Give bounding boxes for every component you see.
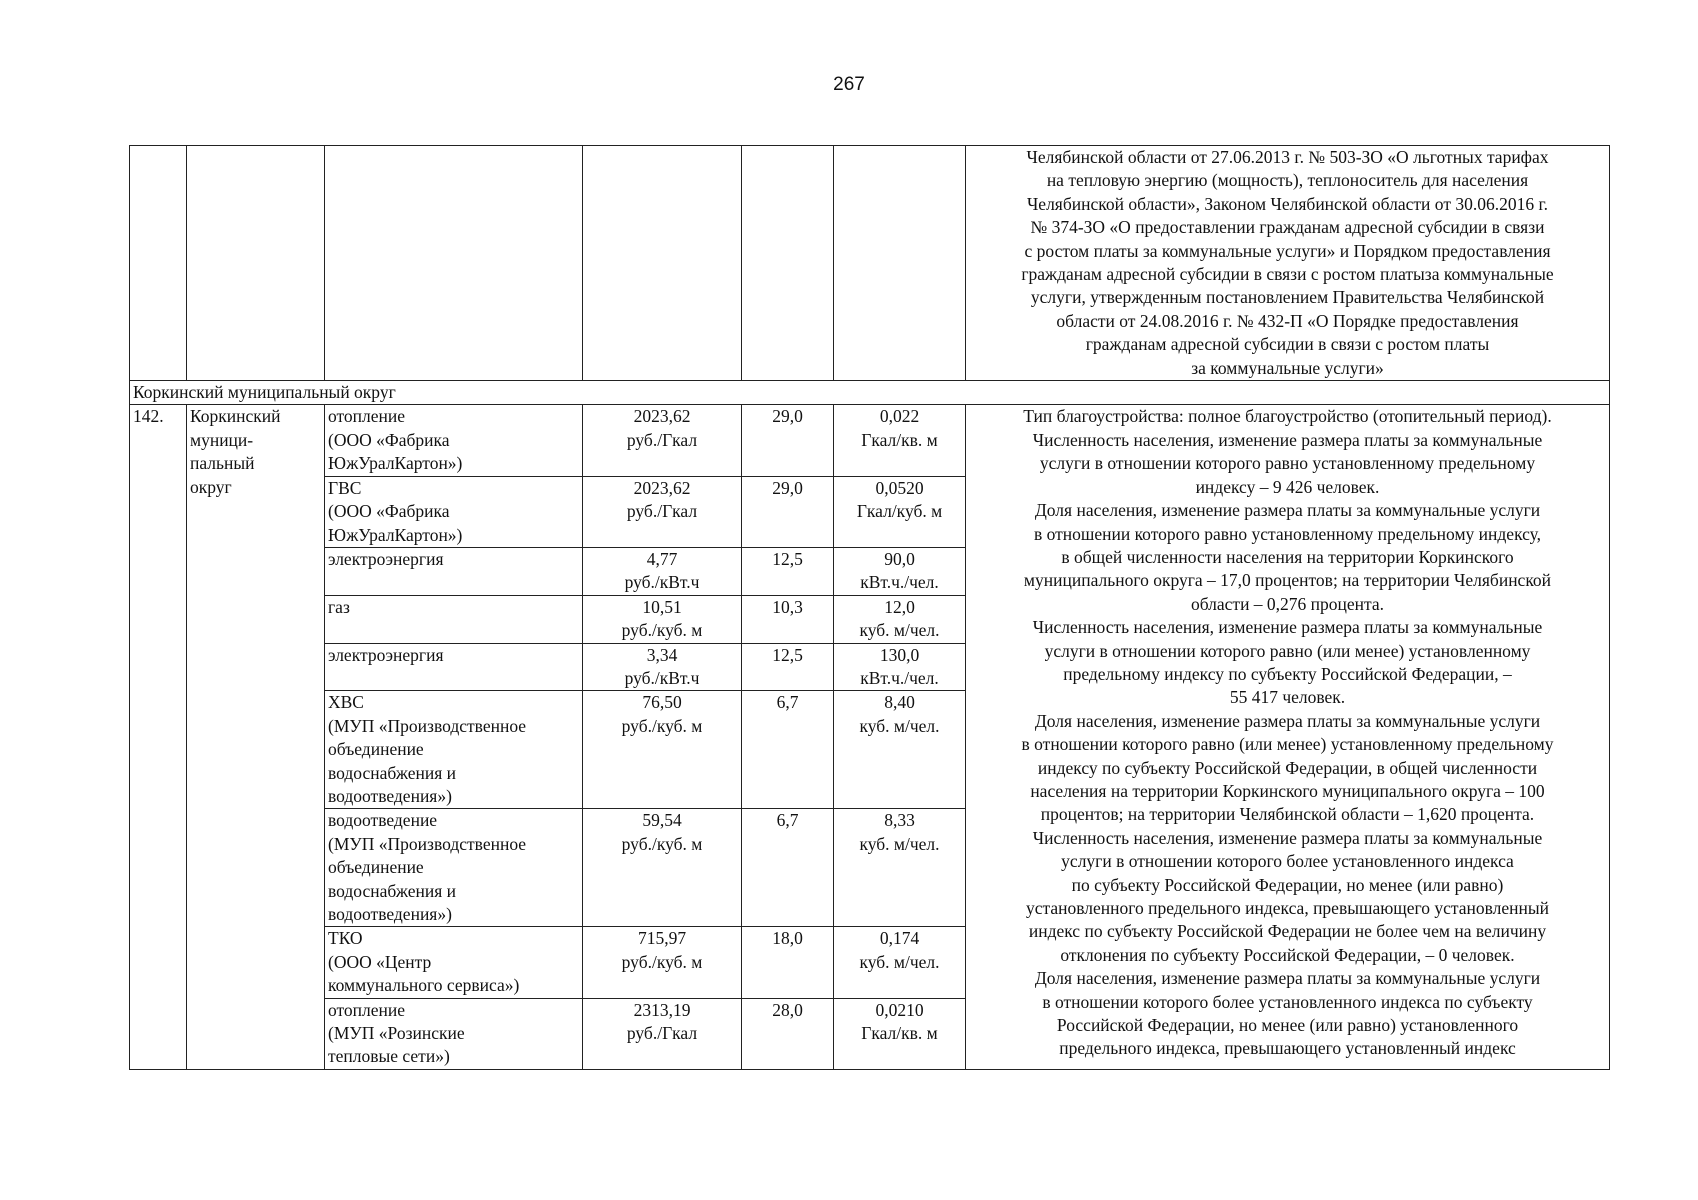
- continuation-row: [130, 146, 1610, 381]
- service-name: электроэнергия: [325, 643, 583, 691]
- tariff-cell: 2023,62 руб./Гкал: [583, 476, 742, 547]
- percent-cell: 28,0: [742, 998, 834, 1069]
- norm-cell: 0,174 куб. м/чел.: [834, 927, 966, 998]
- continuation-text: Челябинской области от 27.06.2013 г. № 503-ЗО «О льготных тарифах на тепловую энергию (мощность), теплоноситель для населения Челябинской области», Законом Челябинской области от 30.06.2016 г. № 374-ЗО «О предоставлении гражданам адресной субсидии в связи с ростом платы за коммунальные услуги» и Порядком предоставления гражданам адресной субсидии в связи с ростом платыза коммунальные услуги, утвержденным постановлением Правительства Челябинской области от 24.08.2016 г. № 432-П «О Порядке предоставления гражданам адресной субсидии в связи с ростом платы за коммунальные услуги»: [966, 146, 1610, 381]
- norm-cell: 8,33 куб. м/чел.: [834, 809, 966, 927]
- service-name: газ: [325, 595, 583, 643]
- percent-cell: 12,5: [742, 547, 834, 595]
- tariff-cell: 76,50 руб./куб. м: [583, 691, 742, 809]
- municipality-name: Коркинский муници- пальный округ: [187, 405, 325, 1069]
- percent-cell: 12,5: [742, 643, 834, 691]
- norm-cell: 90,0 кВт.ч./чел.: [834, 547, 966, 595]
- tariff-cell: 715,97 руб./куб. м: [583, 927, 742, 998]
- empty-cell: [325, 146, 583, 381]
- section-title: Коркинский муниципальный округ: [130, 381, 1610, 405]
- service-name: ТКО (ООО «Центр коммунального сервиса»): [325, 927, 583, 998]
- percent-cell: 29,0: [742, 476, 834, 547]
- empty-cell: [834, 146, 966, 381]
- norm-cell: 130,0 кВт.ч./чел.: [834, 643, 966, 691]
- tariff-cell: 59,54 руб./куб. м: [583, 809, 742, 927]
- empty-cell: [742, 146, 834, 381]
- service-name: отопление (МУП «Розинские тепловые сети»): [325, 998, 583, 1069]
- norm-cell: 0,0210 Гкал/кв. м: [834, 998, 966, 1069]
- empty-cell: [583, 146, 742, 381]
- tariff-table: [129, 145, 1610, 1070]
- tariff-cell: 2313,19 руб./Гкал: [583, 998, 742, 1069]
- population-description: Тип благоустройства: полное благоустройство (отопительный период). Численность населения, изменение размера платы за коммунальные услуги в отношении которого равно установленному предельному индексу – 9 426 человек. Доля населения, изменение размера платы за коммунальные услуги в отношении которого равно установленному предельному индексу, в общей численности населения на территории Коркинского муниципального округа – 17,0 процентов; на территории Челябинской области – 0,276 процента. Численность населения, изменение размера платы за коммунальные услуги в отношении которого равно (или менее) установленному предельному индексу по субъекту Российской Федерации, – 55 417 человек. Доля населения, изменение размера платы за коммунальные услуги в отношении которого равно (или менее) установленному предельному индексу по субъекту Российской Федерации, в общей численности населения на территории Коркинского муниципального округа – 100 процентов; на территории Челябинской области – 1,620 процента. Численность населения, изменение размера платы за коммунальные услуги в отношении которого более установленного индекса по субъекту Российской Федерации, но менее (или равно) установленного предельного индекса, превышающего установленный индекс по субъекту Российской Федерации не более чем на величину отклонения по субъекту Российской Федерации, – 0 человек. Доля населения, изменение размера платы за коммунальные услуги в отношении которого более установленного индекса по субъекту Российской Федерации, но менее (или равно) установленного предельного индекса, превышающего установленный индекс: [966, 405, 1610, 1069]
- norm-cell: 0,0520 Гкал/куб. м: [834, 476, 966, 547]
- service-name: ХВС (МУП «Производственное объединение водоснабжения и водоотведения»): [325, 691, 583, 809]
- page-number: 267: [833, 74, 865, 95]
- norm-cell: 8,40 куб. м/чел.: [834, 691, 966, 809]
- empty-cell: [130, 146, 187, 381]
- service-name: водоотведение (МУП «Производственное объединение водоснабжения и водоотведения»): [325, 809, 583, 927]
- norm-cell: 0,022 Гкал/кв. м: [834, 405, 966, 476]
- section-row: [130, 381, 1610, 405]
- percent-cell: 6,7: [742, 809, 834, 927]
- tariff-cell: 10,51 руб./куб. м: [583, 595, 742, 643]
- percent-cell: 18,0: [742, 927, 834, 998]
- percent-cell: 10,3: [742, 595, 834, 643]
- entry-number: 142.: [130, 405, 187, 1069]
- service-name: электроэнергия: [325, 547, 583, 595]
- empty-cell: [187, 146, 325, 381]
- tariff-cell: 2023,62 руб./Гкал: [583, 405, 742, 476]
- tariff-cell: 4,77 руб./кВт.ч: [583, 547, 742, 595]
- percent-cell: 6,7: [742, 691, 834, 809]
- percent-cell: 29,0: [742, 405, 834, 476]
- tariff-cell: 3,34 руб./кВт.ч: [583, 643, 742, 691]
- service-name: ГВС (ООО «Фабрика ЮжУралКартон»): [325, 476, 583, 547]
- table-row: [130, 405, 1610, 476]
- service-name: отопление (ООО «Фабрика ЮжУралКартон»): [325, 405, 583, 476]
- norm-cell: 12,0 куб. м/чел.: [834, 595, 966, 643]
